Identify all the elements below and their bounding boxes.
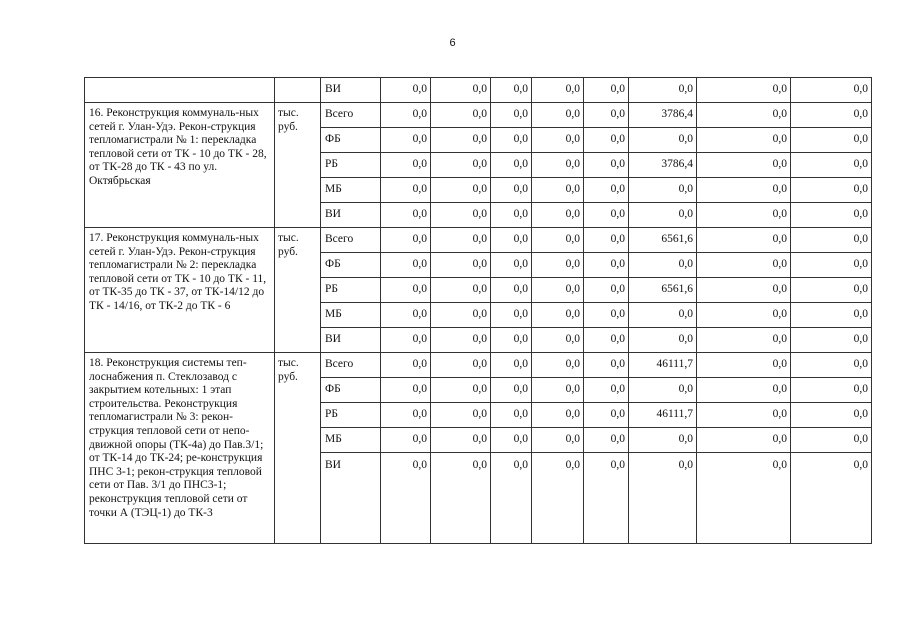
value-cell: 0,0 (381, 228, 431, 253)
unit-cell (275, 78, 321, 103)
value-cell: 0,0 (584, 378, 629, 403)
value-cell: 0,0 (697, 253, 791, 278)
value-cell: 3786,4 (629, 153, 697, 178)
value-cell: 0,0 (431, 228, 491, 253)
value-cell: 0,0 (381, 328, 431, 353)
source-cell: МБ (321, 178, 381, 203)
value-cell: 0,0 (629, 203, 697, 228)
source-cell: Всего (321, 228, 381, 253)
item-name-cell: 16. Реконструкция коммуналь-ных сетей г. Улан-Удэ. Рекон-струкция тепломагистрали № 1: перекладка тепловой сети от ТК - 10 до ТК - 28, от ТК-28 до ТК - 43 по ул. Октябрьская (85, 103, 275, 228)
value-cell: 0,0 (491, 428, 532, 453)
value-cell: 0,0 (584, 78, 629, 103)
value-cell: 0,0 (491, 403, 532, 428)
source-cell: ВИ (321, 203, 381, 228)
value-cell: 0,0 (431, 128, 491, 153)
value-cell: 0,0 (431, 328, 491, 353)
value-cell: 0,0 (791, 178, 872, 203)
value-cell: 0,0 (697, 353, 791, 378)
value-cell: 0,0 (491, 253, 532, 278)
value-cell: 0,0 (381, 428, 431, 453)
value-cell: 0,0 (584, 253, 629, 278)
value-cell: 0,0 (697, 428, 791, 453)
value-cell: 0,0 (532, 278, 584, 303)
value-cell: 0,0 (629, 328, 697, 353)
value-cell: 0,0 (697, 128, 791, 153)
value-cell: 0,0 (381, 203, 431, 228)
value-cell: 0,0 (791, 228, 872, 253)
value-cell: 0,0 (584, 428, 629, 453)
value-cell: 0,0 (697, 103, 791, 128)
value-cell: 0,0 (431, 453, 491, 544)
table-body (85, 78, 872, 544)
value-cell: 0,0 (629, 178, 697, 203)
value-cell: 0,0 (491, 328, 532, 353)
source-cell: ФБ (321, 128, 381, 153)
value-cell: 0,0 (697, 378, 791, 403)
value-cell: 0,0 (629, 378, 697, 403)
value-cell: 0,0 (431, 278, 491, 303)
item-name-cell: 18. Реконструкция системы теп-лоснабжения п. Стеклозавод с закрытием котельных: 1 этап строительства. Реконструкция тепломагистрали № 3: рекон-струкция тепловой сети от непо-движной опоры (ТК-4а) до Пав.3/1; от ТК-14 до ТК-24; ре-конструкция ПНС 3-1; рекон-струкция тепловой сети от Пав. 3/1 до ПНС3-1; реконструкция тепловой сети от точки А (ТЭЦ-1) до ТК-3 (85, 353, 275, 544)
value-cell: 0,0 (629, 78, 697, 103)
source-cell: РБ (321, 403, 381, 428)
table-row (85, 353, 872, 378)
value-cell: 0,0 (584, 203, 629, 228)
value-cell: 0,0 (584, 103, 629, 128)
source-cell: ФБ (321, 378, 381, 403)
value-cell: 0,0 (629, 453, 697, 544)
value-cell: 0,0 (532, 403, 584, 428)
value-cell: 0,0 (431, 153, 491, 178)
value-cell: 0,0 (431, 353, 491, 378)
value-cell: 0,0 (431, 403, 491, 428)
value-cell: 0,0 (532, 128, 584, 153)
value-cell: 0,0 (697, 278, 791, 303)
value-cell: 0,0 (381, 278, 431, 303)
value-cell: 0,0 (584, 278, 629, 303)
value-cell: 0,0 (532, 303, 584, 328)
value-cell: 0,0 (697, 78, 791, 103)
value-cell: 0,0 (584, 178, 629, 203)
value-cell: 0,0 (584, 228, 629, 253)
value-cell: 0,0 (532, 253, 584, 278)
value-cell: 0,0 (532, 453, 584, 544)
value-cell: 0,0 (431, 203, 491, 228)
value-cell: 0,0 (491, 203, 532, 228)
value-cell: 0,0 (532, 103, 584, 128)
value-cell: 6561,6 (629, 228, 697, 253)
source-cell: Всего (321, 103, 381, 128)
value-cell: 0,0 (791, 203, 872, 228)
item-name-cell (85, 78, 275, 103)
source-cell: ФБ (321, 253, 381, 278)
source-cell: МБ (321, 428, 381, 453)
value-cell: 0,0 (532, 178, 584, 203)
source-cell: МБ (321, 303, 381, 328)
value-cell: 0,0 (791, 353, 872, 378)
value-cell: 0,0 (629, 303, 697, 328)
value-cell: 0,0 (532, 328, 584, 353)
value-cell: 0,0 (532, 228, 584, 253)
value-cell: 0,0 (491, 378, 532, 403)
value-cell: 0,0 (697, 228, 791, 253)
value-cell: 0,0 (697, 178, 791, 203)
value-cell: 0,0 (791, 428, 872, 453)
table-row (85, 103, 872, 128)
value-cell: 0,0 (381, 453, 431, 544)
value-cell: 0,0 (584, 353, 629, 378)
value-cell: 0,0 (532, 353, 584, 378)
unit-cell: тыс. руб. (275, 353, 321, 544)
value-cell: 0,0 (791, 153, 872, 178)
value-cell: 0,0 (532, 153, 584, 178)
value-cell: 0,0 (491, 303, 532, 328)
value-cell: 0,0 (431, 78, 491, 103)
value-cell: 0,0 (491, 103, 532, 128)
value-cell: 0,0 (381, 378, 431, 403)
source-cell: ВИ (321, 328, 381, 353)
value-cell: 0,0 (791, 103, 872, 128)
value-cell: 0,0 (431, 178, 491, 203)
value-cell: 0,0 (431, 103, 491, 128)
value-cell: 0,0 (791, 403, 872, 428)
unit-cell: тыс. руб. (275, 103, 321, 228)
value-cell: 0,0 (381, 78, 431, 103)
value-cell: 0,0 (491, 453, 532, 544)
value-cell: 0,0 (381, 253, 431, 278)
value-cell: 0,0 (791, 278, 872, 303)
value-cell: 0,0 (697, 328, 791, 353)
value-cell: 0,0 (381, 303, 431, 328)
value-cell: 0,0 (532, 428, 584, 453)
value-cell: 0,0 (381, 128, 431, 153)
value-cell: 0,0 (491, 178, 532, 203)
value-cell: 0,0 (697, 153, 791, 178)
value-cell: 0,0 (431, 303, 491, 328)
value-cell: 0,0 (491, 78, 532, 103)
value-cell: 0,0 (532, 78, 584, 103)
source-cell: ВИ (321, 453, 381, 544)
page-number: 6 (449, 37, 456, 49)
value-cell: 0,0 (791, 378, 872, 403)
source-cell: Всего (321, 353, 381, 378)
value-cell: 46111,7 (629, 353, 697, 378)
value-cell: 0,0 (431, 253, 491, 278)
table-row (85, 228, 872, 253)
value-cell: 0,0 (697, 453, 791, 544)
value-cell: 0,0 (532, 203, 584, 228)
value-cell: 0,0 (791, 453, 872, 544)
value-cell: 0,0 (791, 303, 872, 328)
value-cell: 3786,4 (629, 103, 697, 128)
value-cell: 46111,7 (629, 403, 697, 428)
value-cell: 0,0 (431, 378, 491, 403)
value-cell: 0,0 (381, 103, 431, 128)
table-row (85, 78, 872, 103)
source-cell: ВИ (321, 78, 381, 103)
value-cell: 0,0 (791, 128, 872, 153)
value-cell: 0,0 (697, 403, 791, 428)
value-cell: 0,0 (791, 328, 872, 353)
value-cell: 0,0 (791, 253, 872, 278)
value-cell: 0,0 (491, 128, 532, 153)
value-cell: 0,0 (629, 428, 697, 453)
value-cell: 0,0 (584, 303, 629, 328)
value-cell: 0,0 (381, 353, 431, 378)
source-cell: РБ (321, 153, 381, 178)
value-cell: 0,0 (532, 378, 584, 403)
budget-table (84, 77, 872, 544)
value-cell: 0,0 (629, 128, 697, 153)
value-cell: 0,0 (584, 403, 629, 428)
value-cell: 0,0 (381, 178, 431, 203)
value-cell: 0,0 (381, 153, 431, 178)
unit-cell: тыс. руб. (275, 228, 321, 353)
value-cell: 0,0 (697, 203, 791, 228)
value-cell: 0,0 (584, 153, 629, 178)
value-cell: 0,0 (629, 253, 697, 278)
value-cell: 0,0 (431, 428, 491, 453)
value-cell: 0,0 (491, 353, 532, 378)
value-cell: 0,0 (584, 128, 629, 153)
value-cell: 0,0 (491, 153, 532, 178)
value-cell: 0,0 (381, 403, 431, 428)
value-cell: 0,0 (491, 228, 532, 253)
value-cell: 0,0 (491, 278, 532, 303)
value-cell: 0,0 (791, 78, 872, 103)
value-cell: 0,0 (584, 328, 629, 353)
source-cell: РБ (321, 278, 381, 303)
value-cell: 6561,6 (629, 278, 697, 303)
value-cell: 0,0 (697, 303, 791, 328)
value-cell: 0,0 (584, 453, 629, 544)
item-name-cell: 17. Реконструкция коммуналь-ных сетей г. Улан-Удэ. Рекон-струкция тепломагистрали № 2: перекладка тепловой сети от ТК - 10 до ТК - 11, от ТК-35 до ТК - 37, от ТК-14/12 до ТК - 14/16, от ТК-2 до ТК - 6 (85, 228, 275, 353)
